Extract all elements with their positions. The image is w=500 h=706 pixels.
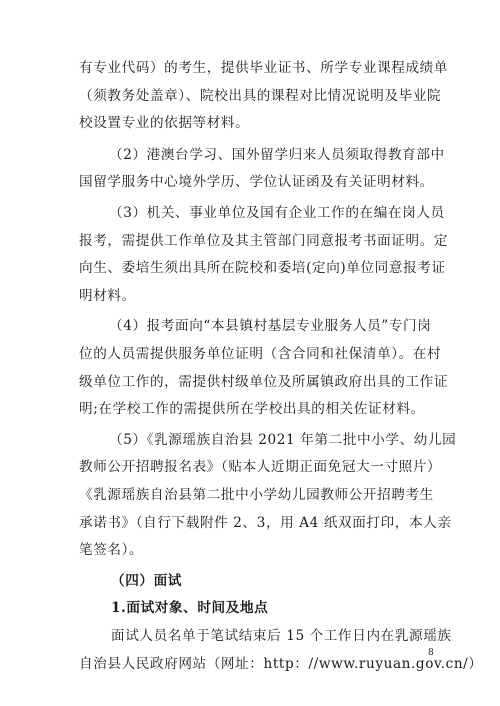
paragraph-line: 笔签名）。	[79, 542, 144, 559]
paragraph-line: 国留学服务中心境外学历、学位认证函及有关证明材料。	[79, 174, 434, 191]
paragraph-line: （3）机关、事业单位及国有企业工作的在编在岗人员	[109, 204, 445, 221]
paragraph-line: （5）《乳源瑶族自治县 2021 年第二批中小学、幼儿园	[109, 431, 457, 448]
paragraph-line: 面试人员名单于笔试结束后 15 个工作日内在乳源瑶族	[111, 628, 452, 645]
paragraph-line: 位的人员需提供服务单位证明（含合同和社保清单）。在村	[79, 345, 442, 362]
paragraph-line: 自治县人民政府网站（网址：http：//www.ruyuan.gov.cn/）	[79, 655, 483, 672]
page-number: 8	[428, 648, 434, 658]
section-heading: （四）面试	[111, 572, 182, 589]
paragraph-line: （4）报考面向“本县镇村基层专业服务人员”专门岗	[109, 318, 432, 335]
paragraph-line: （2）港澳台学习、国外留学归来人员须取得教育部中	[109, 146, 445, 163]
paragraph-line: 有专业代码）的考生，提供毕业证书、所学专业课程成绩单	[79, 60, 449, 77]
paragraph-line: 向生、委培生须出具所在院校和委培(定向)单位同意报考证	[79, 260, 446, 277]
paragraph-line: 校设置专业的依据等材料。	[79, 115, 250, 132]
paragraph-line: 明材料。	[79, 287, 136, 304]
paragraph-line: （须教务处盖章）、院校出具的课程对比情况说明及毕业院	[79, 87, 442, 104]
paragraph-line: 级单位工作的，需提供村级单位及所属镇政府出具的工作证	[79, 373, 449, 390]
paragraph-line: 报考，需提供工作单位及其主管部门同意报考书面证明。定	[79, 232, 449, 249]
paragraph-line: 教师公开招聘报名表》（贴本人近期正面免冠大一寸照片）	[79, 459, 442, 476]
subsection-heading: 1.面试对象、时间及地点	[111, 600, 269, 617]
paragraph-line: 明;在学校工作的需提供所在学校出具的相关佐证材料。	[79, 401, 425, 418]
paragraph-line: 承诺书》（自行下载附件 2、3，用 A4 纸双面打印，本人亲	[79, 514, 452, 531]
paragraph-line: 《乳源瑶族自治县第二批中小学幼儿园教师公开招聘考生	[79, 486, 434, 503]
